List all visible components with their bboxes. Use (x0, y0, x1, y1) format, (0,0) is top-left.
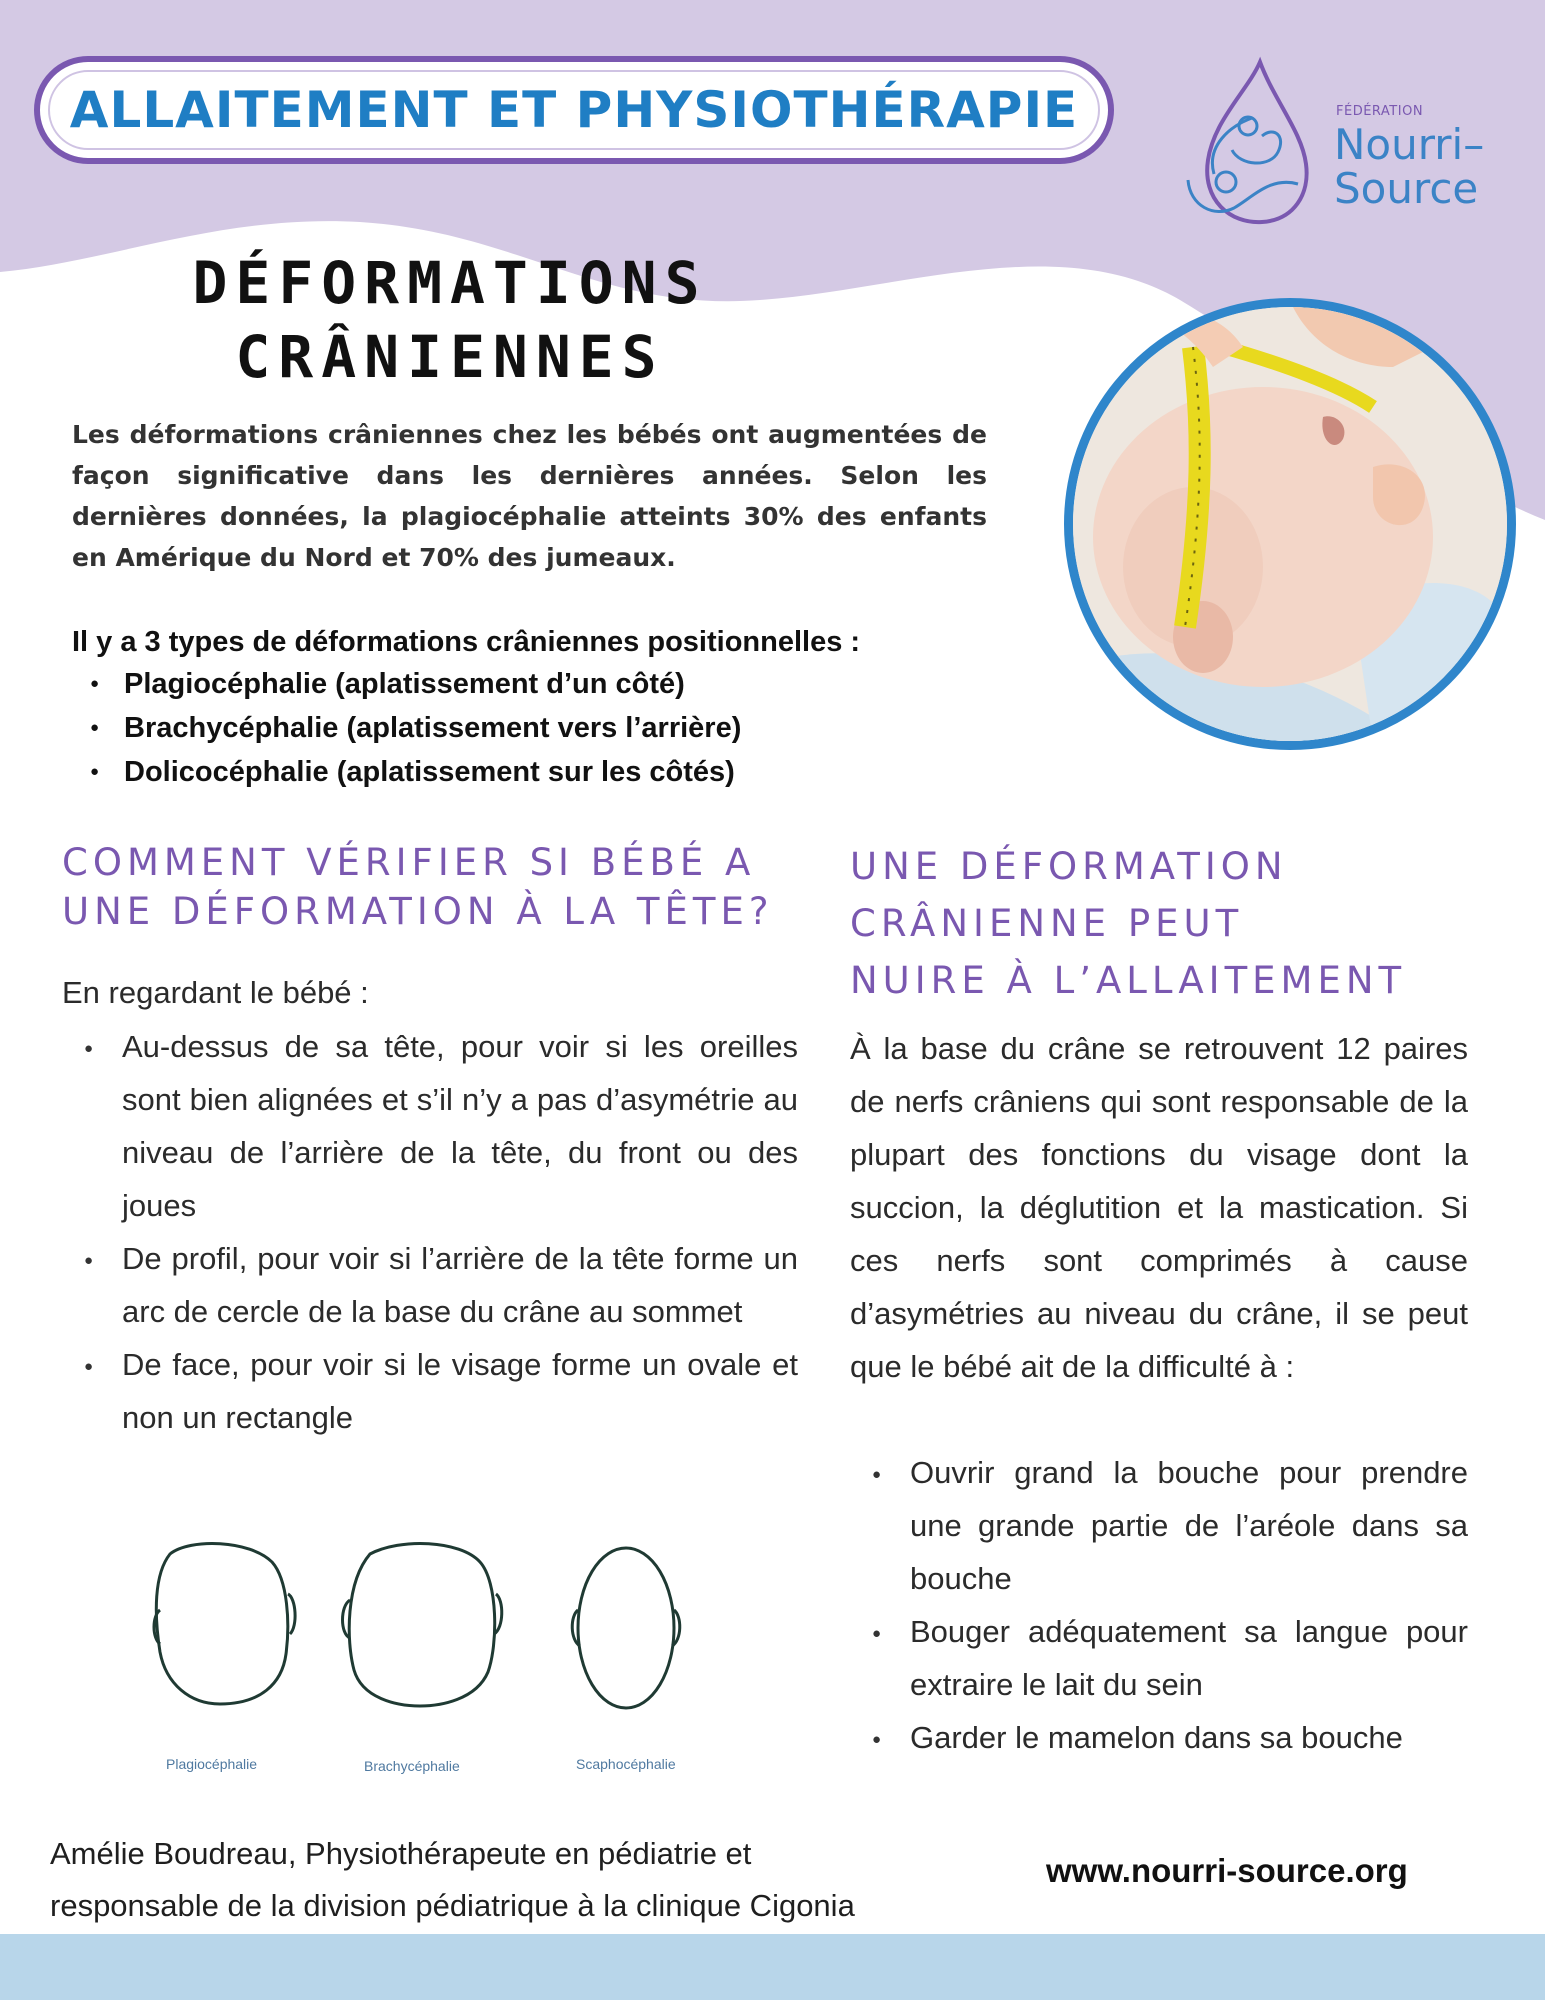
drop-mother-child-logo-icon (1178, 56, 1318, 228)
brachycephaly-head-shape (343, 1544, 502, 1706)
plagiocephaly-head-shape (154, 1544, 295, 1704)
list-item: ● De face, pour voir si le visage forme un ovale et non un rectangle (62, 1338, 798, 1444)
website-url: www.nourri-source.org (1046, 1852, 1408, 1889)
author-line2: responsable de la division pédiatrique à la clinique Cigonia (50, 1888, 855, 1923)
author-credit (50, 1828, 990, 1932)
difficulty-list (850, 1446, 1468, 1764)
scaphocephaly-head-shape (572, 1548, 680, 1708)
list-item: ● Bouger adéquatement sa langue pour extraire le lait du sein (850, 1605, 1468, 1711)
baby-photo-illustration (1073, 307, 1507, 741)
right-heading-line1: UNE DÉFORMATION (850, 845, 1288, 888)
right-heading-line3: NUIRE À L’ALLAITEMENT (850, 959, 1407, 1002)
baby-head-measurement-photo (1064, 298, 1516, 750)
types-heading: Il y a 3 types de déformations crâniennes positionnelles : (72, 626, 861, 658)
head-shapes-diagram (150, 1534, 710, 1714)
list-item: ● Plagiocéphalie (aplatissement d’un côté) (72, 662, 972, 706)
page-title-line2: CRÂNIENNES (235, 323, 665, 391)
check-list (62, 1020, 798, 1444)
left-heading-line1: COMMENT VÉRIFIER SI BÉBÉ A (62, 841, 756, 884)
banner-title: ALLAITEMENT ET PHYSIOTHÉRAPIE (69, 81, 1079, 139)
list-item: ● Garder le mamelon dans sa bouche (850, 1711, 1468, 1764)
intro-paragraph: Les déformations crâniennes chez les bébés ont augmentées de façon significative dans les dernières années. Selon les dernières données, la plagiocéphalie atteints 30% des enfants en Amérique du Nord et 70% des jumeaux. (72, 420, 987, 572)
left-heading-line2: UNE DÉFORMATION À LA TÊTE? (62, 890, 774, 933)
caption-plagiocephaly: Plagiocéphalie (166, 1756, 258, 1772)
list-item: ● Dolicocéphalie (aplatissement sur les côtés) (72, 750, 972, 794)
page-title-line1: DÉFORMATIONS (192, 249, 708, 317)
author-line1: Amélie Boudreau, Physiothérapeute en pédiatrie et (50, 1836, 752, 1871)
banner-title-pill (34, 56, 1114, 164)
caption-brachycephaly: Brachycéphalie (364, 1758, 460, 1774)
list-item: ● Brachycéphalie (aplatissement vers l’arrière) (72, 706, 972, 750)
right-heading-line2: CRÂNIENNE PEUT (850, 902, 1244, 945)
left-lead-text: En regardant le bébé : (62, 975, 369, 1010)
logo-name-line1: Nourri– (1334, 120, 1485, 169)
nourri-source-logo (1178, 56, 1518, 228)
logo-federation-label: FÉDÉRATION (1336, 104, 1424, 119)
left-section-heading (62, 838, 822, 936)
logo-name-line2: Source (1334, 164, 1479, 213)
list-item: ● De profil, pour voir si l’arrière de la tête forme un arc de cercle de la base du crâne au sommet (62, 1232, 798, 1338)
caption-scaphocephaly: Scaphocéphalie (576, 1756, 676, 1772)
page-title (100, 246, 800, 394)
bottom-color-band (0, 1934, 1545, 2000)
list-item: ● Ouvrir grand la bouche pour prendre une grande partie de l’aréole dans sa bouche (850, 1446, 1468, 1605)
types-list (72, 662, 972, 794)
right-section-heading (850, 838, 1500, 1009)
right-paragraph: À la base du crâne se retrouvent 12 paires de nerfs crâniens qui sont responsable de la plupart des fonctions du visage dont la succion, la déglutition et la mastication. Si ces nerfs sont comprimés à cause d’asymétries au niveau du crâne, il se peut que le bébé ait de la difficulté à : (850, 1031, 1468, 1384)
list-item: ● Au-dessus de sa tête, pour voir si les oreilles sont bien alignées et s’il n’y a pas d’asymétrie au niveau de l’arrière de la tête, du front ou des joues (62, 1020, 798, 1232)
